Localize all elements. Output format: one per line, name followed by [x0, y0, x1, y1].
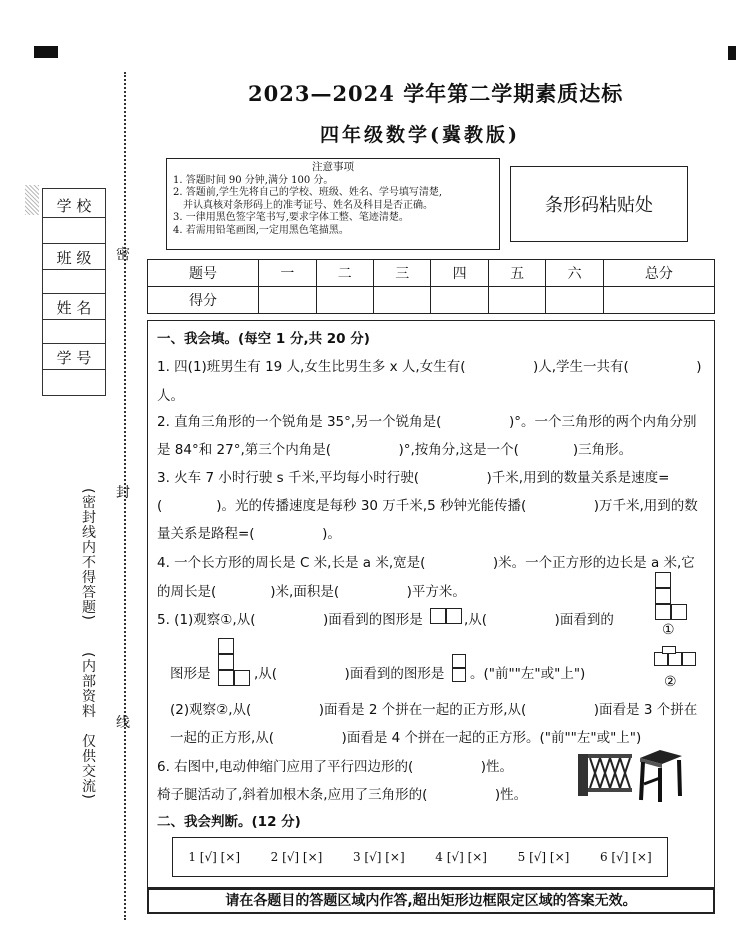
corner-mark-left — [34, 46, 58, 58]
cube-figure2-icon-c — [682, 652, 696, 666]
view-l-shape-icon — [218, 638, 234, 654]
cube-figure2-icon-b — [668, 652, 682, 666]
score-cell[interactable] — [316, 287, 373, 314]
q6-line1: 6. 右图中,电动伸缩门应用了平行四边形的( )性。 — [157, 759, 513, 775]
score-table — [147, 259, 715, 314]
score-header-cell: 四 — [431, 260, 488, 287]
judge-item-4[interactable]: 4 [√] [×] — [435, 850, 487, 864]
q3-line1: 3. 火车 7 小时行驶 s 千米,平均每小时行驶( )千米,用到的数量关系是速度= — [157, 470, 670, 486]
notes-item: 并认真核对条形码上的准考证号、姓名及科目是否正确。 — [183, 199, 433, 211]
score-table-header-row — [148, 260, 715, 287]
internal-material-notice: (内部资料 仅供交流) — [80, 652, 96, 800]
view-two-squares-icon-b — [446, 608, 462, 624]
stool-icon — [636, 748, 686, 804]
q3-line3: 量关系是路程=( )。 — [157, 526, 341, 542]
score-cell[interactable] — [431, 287, 488, 314]
notes-heading: 注意事项 — [312, 161, 354, 173]
q5-line4: 一起的正方形,从( )面看是 4 个拼在一起的正方形。("前""左"或"上") — [170, 730, 642, 746]
q6-line2: 椅子腿活动了,斜着加根木条,应用了三角形的( )性。 — [157, 787, 528, 803]
score-cell[interactable] — [374, 287, 431, 314]
section2-heading: 二、我会判断。(12 分) — [157, 814, 301, 830]
view-l-shape-icon-b — [218, 654, 234, 670]
q5-line2-part1: 图形是 — [170, 666, 211, 682]
q5-line1-part2: ,从( )面看到的 — [464, 612, 614, 628]
figure1-label: ① — [662, 622, 675, 638]
q4-line2: 的周长是( )米,面积是( )平方米。 — [157, 584, 466, 600]
figure2-label: ② — [664, 674, 677, 690]
class-label: 班 级 — [56, 249, 92, 267]
q2-line1: 2. 直角三角形的一个锐角是 35°,另一个锐角是( )°。一个三角形的两个内角分别 — [157, 414, 697, 430]
view-column-icon — [452, 654, 466, 668]
notes-item: 3. 一律用黑色签字笔书写,要求字体工整、笔迹清楚。 — [173, 212, 409, 223]
view-l-shape-icon-d — [234, 670, 250, 686]
shade-strip — [25, 185, 39, 215]
notes-item: 4. 若需用铅笔画图,一定用黑色笔描黑。 — [173, 224, 349, 236]
q5-line3: (2)观察②,从( )面看是 2 个拼在一起的正方形,从( )面看是 3 个拼在 — [170, 702, 698, 718]
notes-item: 1. 答题时间 90 分钟,满分 100 分。 — [173, 174, 334, 186]
section1-heading: 一、我会填。(每空 1 分,共 20 分) — [157, 331, 370, 347]
footer-notice: 请在各题目的答题区域内作答,超出矩形边框限定区域的答案无效。 — [147, 888, 715, 914]
name-label: 姓 名 — [56, 299, 92, 317]
seal-char-feng: 封 — [116, 485, 130, 501]
q1-line2: 人。 — [157, 388, 184, 404]
score-table-row — [148, 287, 715, 314]
score-row-label: 得分 — [148, 287, 259, 314]
no-answer-notice: (密封线内不得答题) — [80, 488, 96, 621]
score-cell[interactable] — [488, 287, 545, 314]
seal-char-mi: 密 — [116, 247, 130, 263]
score-header-cell: 六 — [546, 260, 603, 287]
score-header-cell: 二 — [316, 260, 373, 287]
corner-mark-right — [728, 46, 736, 60]
number-label: 学 号 — [56, 349, 92, 367]
view-l-shape-icon-c — [218, 670, 234, 686]
q4-line1: 4. 一个长方形的周长是 C 米,长是 a 米,宽是( )米。一个正方形的边长是 a 米,它 — [157, 555, 695, 571]
score-cell[interactable] — [259, 287, 316, 314]
view-two-squares-icon — [430, 608, 446, 624]
barcode-area: 条形码粘贴处 — [510, 166, 688, 242]
view-column-icon-b — [452, 668, 466, 682]
score-header-cell: 三 — [374, 260, 431, 287]
score-header-cell: 总分 — [603, 260, 714, 287]
judge-item-1[interactable]: 1 [√] [×] — [188, 850, 241, 864]
notes-box — [166, 158, 500, 250]
q1-line1: 1. 四(1)班男生有 19 人,女生比男生多 x 人,女生有( )人,学生一共有( ) — [157, 359, 702, 375]
exam-title: 2023—2024 学年第二学期素质达标 — [248, 81, 624, 106]
cube-figure1-icon — [655, 572, 671, 588]
notes-item: 2. 答题前,学生先将自己的学校、班级、姓名、学号填写清楚, — [173, 187, 443, 198]
school-label: 学 校 — [56, 197, 92, 215]
cube-figure2-icon — [654, 652, 668, 666]
student-info-box — [42, 188, 106, 396]
score-header-cell: 五 — [488, 260, 545, 287]
exam-subtitle: 四年级数学(冀教版) — [320, 124, 520, 146]
q2-line2: 是 84°和 27°,第三个内角是( )°,按角分,这是一个( )三角形。 — [157, 442, 633, 458]
q5-line2-part2: ,从( )面看到的图形是 — [254, 666, 445, 682]
judgment-answer-box — [172, 837, 668, 877]
judge-item-3[interactable]: 3 [√] [×] — [352, 850, 405, 864]
score-cell[interactable] — [603, 287, 714, 314]
q5-line1-part1: 5. (1)观察①,从( )面看到的图形是 — [157, 612, 423, 628]
q5-line2-part3: 。("前""左"或"上") — [470, 666, 586, 682]
q3-line2: ( )。光的传播速度是每秒 30 万千米,5 秒钟光能传播( )万千米,用到的数 — [157, 498, 698, 514]
seal-char-xian: 线 — [116, 715, 130, 731]
cube-figure1-icon-c — [655, 604, 671, 620]
score-cell[interactable] — [546, 287, 603, 314]
cube-figure1-icon-b — [655, 588, 671, 604]
cube-figure1-icon-d — [671, 604, 687, 620]
score-header-cell: 题号 — [148, 260, 259, 287]
telescopic-gate-icon — [576, 748, 634, 798]
cube-figure2-icon-d — [662, 646, 676, 654]
score-header-cell: 一 — [259, 260, 316, 287]
judge-item-5[interactable]: 5 [√] [×] — [517, 850, 570, 864]
judge-item-6[interactable]: 6 [√] [×] — [599, 850, 652, 864]
judge-item-2[interactable]: 2 [√] [×] — [270, 850, 323, 864]
